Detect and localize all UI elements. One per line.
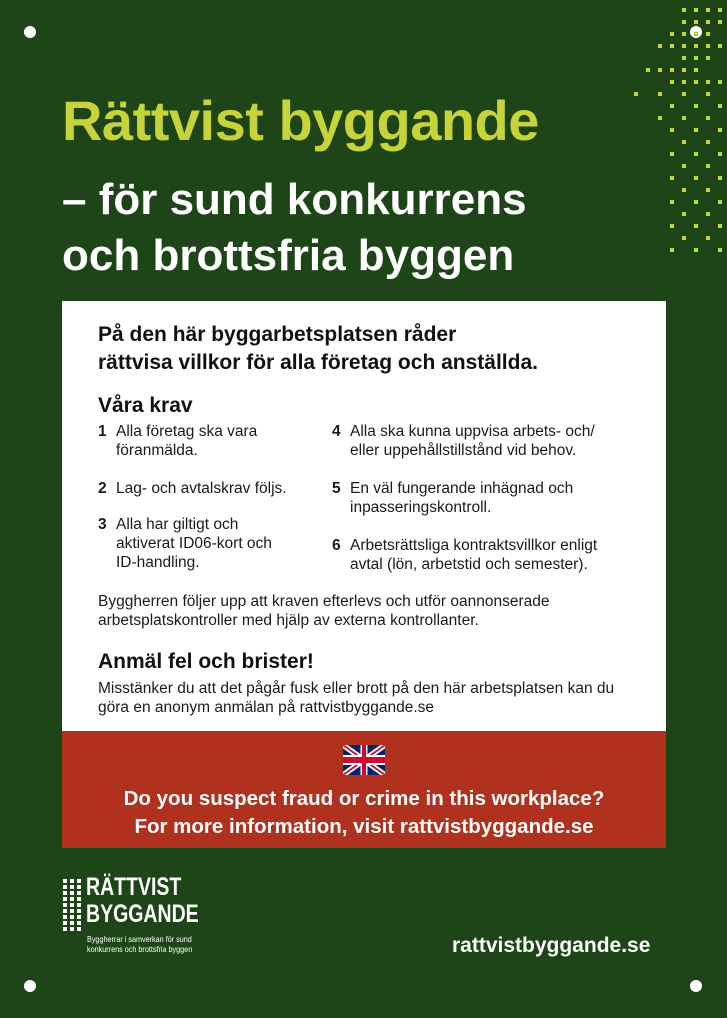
decorative-dot (670, 104, 674, 108)
logo-dot (70, 921, 74, 925)
decorative-dot (706, 116, 710, 120)
logo-dot (70, 915, 74, 919)
info-panel (62, 301, 666, 731)
logo-dot (63, 891, 67, 895)
decorative-dot (706, 56, 710, 60)
decorative-dot (718, 104, 722, 108)
decorative-dot (706, 32, 710, 36)
decorative-dot (682, 188, 686, 192)
rattvist-byggande-logo (60, 874, 220, 954)
decorative-dot (670, 32, 674, 36)
mounting-hole-bottom-right (690, 980, 702, 992)
decorative-dot (682, 20, 686, 24)
decorative-dot (718, 176, 722, 180)
lead-line: På den här byggarbetsplatsen råder (98, 323, 457, 346)
decorative-dot (670, 68, 674, 72)
decorative-dot (706, 44, 710, 48)
decorative-dot (694, 8, 698, 12)
logo-dot (77, 885, 81, 889)
logo-dot (63, 897, 67, 901)
requirement-text: Lag- och avtalskrav följs. (116, 480, 287, 497)
decorative-dot (682, 56, 686, 60)
mounting-hole-bottom-left (24, 980, 36, 992)
decorative-dot (670, 224, 674, 228)
requirement-number: 5 (332, 480, 341, 497)
poster-title: Rättvist byggande (62, 89, 539, 152)
decorative-dot (658, 92, 662, 96)
decorative-dot (682, 92, 686, 96)
english-question: Do you suspect fraud or crime in this workplace? (123, 787, 605, 810)
decorative-dot (706, 20, 710, 24)
logo-dot-grid-icon (62, 878, 84, 932)
decorative-dot (718, 8, 722, 12)
decorative-dot (682, 68, 686, 72)
logo-dot (77, 903, 81, 907)
requirement-item (98, 479, 338, 498)
requirement-item (332, 422, 632, 460)
logo-dot (63, 909, 67, 913)
logo-dot (77, 897, 81, 901)
decorative-dot (694, 128, 698, 132)
decorative-dot (706, 140, 710, 144)
decorative-dot (706, 212, 710, 216)
decorative-dot (658, 116, 662, 120)
lead-statement (98, 321, 538, 377)
decorative-dot (682, 80, 686, 84)
requirement-text: En väl fungerande inhägnad och inpasseringskontroll. (350, 480, 574, 516)
decorative-dot (718, 224, 722, 228)
logo-tagline (87, 934, 192, 954)
english-info-band (62, 731, 666, 848)
decorative-dot (694, 152, 698, 156)
logo-dot (63, 885, 67, 889)
decorative-dot-pattern (630, 0, 727, 260)
decorative-dot (694, 44, 698, 48)
requirement-text: Arbetsrättsliga kontraktsvillkor enligt avtal (lön, arbetstid och semester). (350, 537, 598, 573)
subtitle-line: och brottsfria byggen (62, 231, 515, 280)
decorative-dot (682, 44, 686, 48)
logo-dot (70, 885, 74, 889)
decorative-dot (694, 80, 698, 84)
decorative-dot (658, 44, 662, 48)
decorative-dot (718, 128, 722, 132)
report-heading: Anmäl fel och brister! (98, 650, 314, 673)
uk-flag-icon (343, 745, 385, 775)
decorative-dot (658, 68, 662, 72)
decorative-dot (682, 32, 686, 36)
logo-dot (63, 879, 67, 883)
logo-tagline-line: konkurrens och brottsfria byggen (87, 944, 193, 954)
decorative-dot (694, 20, 698, 24)
logo-dot (70, 891, 74, 895)
decorative-dot (718, 20, 722, 24)
requirement-item (332, 479, 632, 517)
report-text: Misstänker du att det pågår fusk eller brott på den här arbetsplatsen kan du göra en anonym anmälan på rattvistbyggande.se (98, 680, 615, 716)
decorative-dot (706, 236, 710, 240)
requirement-text: Alla har giltigt och aktiverat ID06-kort och ID-handling. (116, 516, 272, 571)
decorative-dot (682, 236, 686, 240)
decorative-dot (694, 32, 698, 36)
logo-dot (77, 891, 81, 895)
mounting-hole-top-left (24, 26, 36, 38)
decorative-dot (694, 248, 698, 252)
decorative-dot (670, 176, 674, 180)
decorative-dot (670, 152, 674, 156)
decorative-dot (634, 92, 638, 96)
decorative-dot (670, 200, 674, 204)
decorative-dot (682, 140, 686, 144)
decorative-dot (694, 176, 698, 180)
decorative-dot (670, 80, 674, 84)
requirement-item (98, 515, 338, 572)
decorative-dot (682, 8, 686, 12)
logo-dot (63, 921, 67, 925)
decorative-dot (670, 248, 674, 252)
decorative-dot (706, 8, 710, 12)
subtitle-line: – för sund konkurrens (62, 175, 527, 224)
logo-dot (77, 921, 81, 925)
requirement-number: 1 (98, 423, 107, 440)
requirement-number: 6 (332, 537, 341, 554)
logo-dot (77, 927, 81, 931)
decorative-dot (682, 116, 686, 120)
decorative-dot (694, 200, 698, 204)
decorative-dot (694, 68, 698, 72)
requirement-number: 3 (98, 516, 107, 533)
decorative-dot (706, 80, 710, 84)
decorative-dot (718, 152, 722, 156)
followup-text: Byggherren följer upp att kraven efterlevs och utför oannonserade arbetsplatskontroller med hjälp av externa kontrollanter. (98, 593, 550, 629)
english-more-info: For more information, visit rattvistbyggande.se (134, 815, 594, 838)
requirement-item (98, 422, 338, 460)
logo-tagline-line: Byggherrar i samverkan för sund (87, 934, 192, 944)
logo-dot (70, 879, 74, 883)
decorative-dot (718, 80, 722, 84)
logo-dot (77, 879, 81, 883)
decorative-dot (706, 92, 710, 96)
decorative-dot (682, 212, 686, 216)
decorative-dot (682, 164, 686, 168)
requirement-text: Alla ska kunna uppvisa arbets- och/ eller uppehållstillstånd vid behov. (350, 423, 595, 459)
logo-dot (63, 903, 67, 907)
requirements-heading: Våra krav (98, 394, 193, 417)
requirement-number: 2 (98, 480, 107, 497)
logo-dot (77, 915, 81, 919)
decorative-dot (646, 68, 650, 72)
footer-website-link[interactable]: rattvistbyggande.se (452, 934, 651, 957)
decorative-dot (670, 128, 674, 132)
logo-dot (70, 897, 74, 901)
decorative-dot (694, 224, 698, 228)
requirement-number: 4 (332, 423, 341, 440)
logo-word: BYGGANDE (86, 900, 199, 928)
logo-dot (63, 915, 67, 919)
decorative-dot (670, 44, 674, 48)
requirement-item (332, 536, 632, 574)
requirement-text: Alla företag ska vara föranmälda. (116, 423, 258, 459)
poster-subtitle (62, 172, 527, 284)
decorative-dot (718, 200, 722, 204)
logo-dot (63, 927, 67, 931)
logo-word: RÄTTVIST (86, 873, 182, 901)
logo-dot (70, 927, 74, 931)
decorative-dot (694, 104, 698, 108)
decorative-dot (706, 188, 710, 192)
decorative-dot (694, 56, 698, 60)
logo-dot (70, 903, 74, 907)
logo-dot (77, 909, 81, 913)
lead-line: rättvisa villkor för alla företag och anställda. (98, 351, 538, 374)
decorative-dot (718, 44, 722, 48)
decorative-dot (718, 248, 722, 252)
logo-dot (70, 909, 74, 913)
decorative-dot (706, 164, 710, 168)
